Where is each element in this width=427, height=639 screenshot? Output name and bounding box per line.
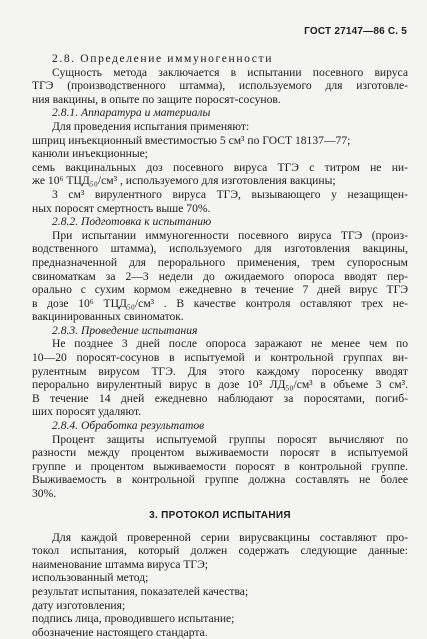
text-line: рулентным вирусом ТГЭ. Для этого каждому поросенку вводят: [32, 364, 408, 378]
text-line: Для проведения испытания применяют:: [52, 119, 250, 133]
text-line: 10—20 поросят-сосунов в испытуемой и контрольной группах ви-: [32, 351, 408, 365]
text-line: перорально вирулентный вирус в дозе 10³ ЛД₅₀/см³ в объеме 3 см³.: [32, 378, 408, 392]
text-line: ных поросят смертность выше 70%.: [32, 201, 211, 215]
document-body: [32, 52, 408, 639]
text-line: 30%.: [32, 487, 57, 500]
text-line: Не позднее 3 дней после опороса заражают не менее чем по: [52, 337, 408, 351]
text-line: водственного штамма), используемого для изготовления вакцины,: [32, 242, 408, 256]
text-line: ТГЭ (производственного штамма), используемого для изготовле-: [32, 79, 408, 93]
text-line: использованный метод;: [32, 571, 149, 585]
text-line: 2.8. Определение иммуногенности: [52, 52, 274, 65]
text-line: 2.8.4. Обработка результатов: [52, 419, 205, 433]
page-header: ГОСТ 27147—86 С. 5: [304, 26, 407, 37]
text-line: 2.8.3. Проведение испытания: [52, 323, 198, 337]
text-line: подпись лица, проводившего испытание;: [32, 612, 235, 626]
text-line: в дозе 10⁶ ТЦД₅₀/см³ . В качестве контроля оставляют трех не-: [32, 296, 408, 310]
text-line: же 10⁶ ТЦД₅₀/см³ , используемого для изготовления вакцины;: [32, 174, 336, 188]
text-line: ния вакцины, в опыте по защите поросят-сосунов.: [32, 92, 281, 106]
section-title: 3. ПРОТОКОЛ ИСПЫТАНИЯ: [149, 509, 291, 521]
text-line: дату изготовления;: [32, 598, 126, 612]
text-line: орально с сухим кормом ежедневно в течение 7 дней вирус ТГЭ: [32, 283, 408, 297]
text-line: шприц инъекционный вместимостью 5 см³ по ГОСТ 18137—77;: [32, 133, 351, 147]
text-line: результат испытания, показателей качества;: [32, 584, 249, 598]
text-line: токол испытания, который должен содержать следующие данные:: [32, 544, 408, 558]
text-line: 3 см³ вирулентного вируса ТГЭ, вызывающего у незащищен-: [52, 187, 408, 201]
text-line: 2.8.1. Аппаратура и материалы: [52, 106, 211, 120]
text-line: 2.8.2. Подготовка к испытанию: [52, 215, 212, 229]
text-line: Сущность метода заключается в испытании посевного вируса: [52, 65, 408, 79]
text-line: свиноматкам за 2—3 недели до ожидаемого опороса вводят пер-: [32, 269, 408, 283]
text-line: вакцинированных свиноматок.: [32, 310, 184, 324]
text-line: разности между процентом выживаемости поросят в испытуемой: [32, 446, 408, 460]
text-line: обозначение настоящего стандарта.: [32, 625, 208, 639]
text-line: Выживаемость в контрольной группе должна составлять не более: [32, 473, 408, 487]
text-line: При испытании иммуногенности посевного вируса ТГЭ (произ-: [52, 228, 408, 242]
text-line: Для каждой проверенной серии вирусвакцины составляют про-: [52, 530, 408, 544]
text-line: группе и процентом выживаемости поросят в контрольной группе.: [32, 459, 408, 473]
text-line: ших поросят удаляют.: [32, 405, 142, 419]
section-3: [32, 531, 408, 639]
text-line: канюли инъекционные;: [32, 147, 149, 161]
text-line: семь вакцинальных доз посевного вируса ТГЭ с титром не ни-: [32, 160, 408, 174]
section-2-8: [32, 52, 408, 501]
text-line: В течение 14 дней ежедневно наблюдают за поросятами, погиб-: [32, 391, 408, 405]
text-line: предназначенной для перорального применения, трем супоросным: [32, 255, 408, 269]
text-line: наименование штамма вируса ТГЭ;: [32, 557, 208, 571]
text-line: Процент защиты испытуемой группы поросят вычисляют по: [52, 432, 408, 446]
